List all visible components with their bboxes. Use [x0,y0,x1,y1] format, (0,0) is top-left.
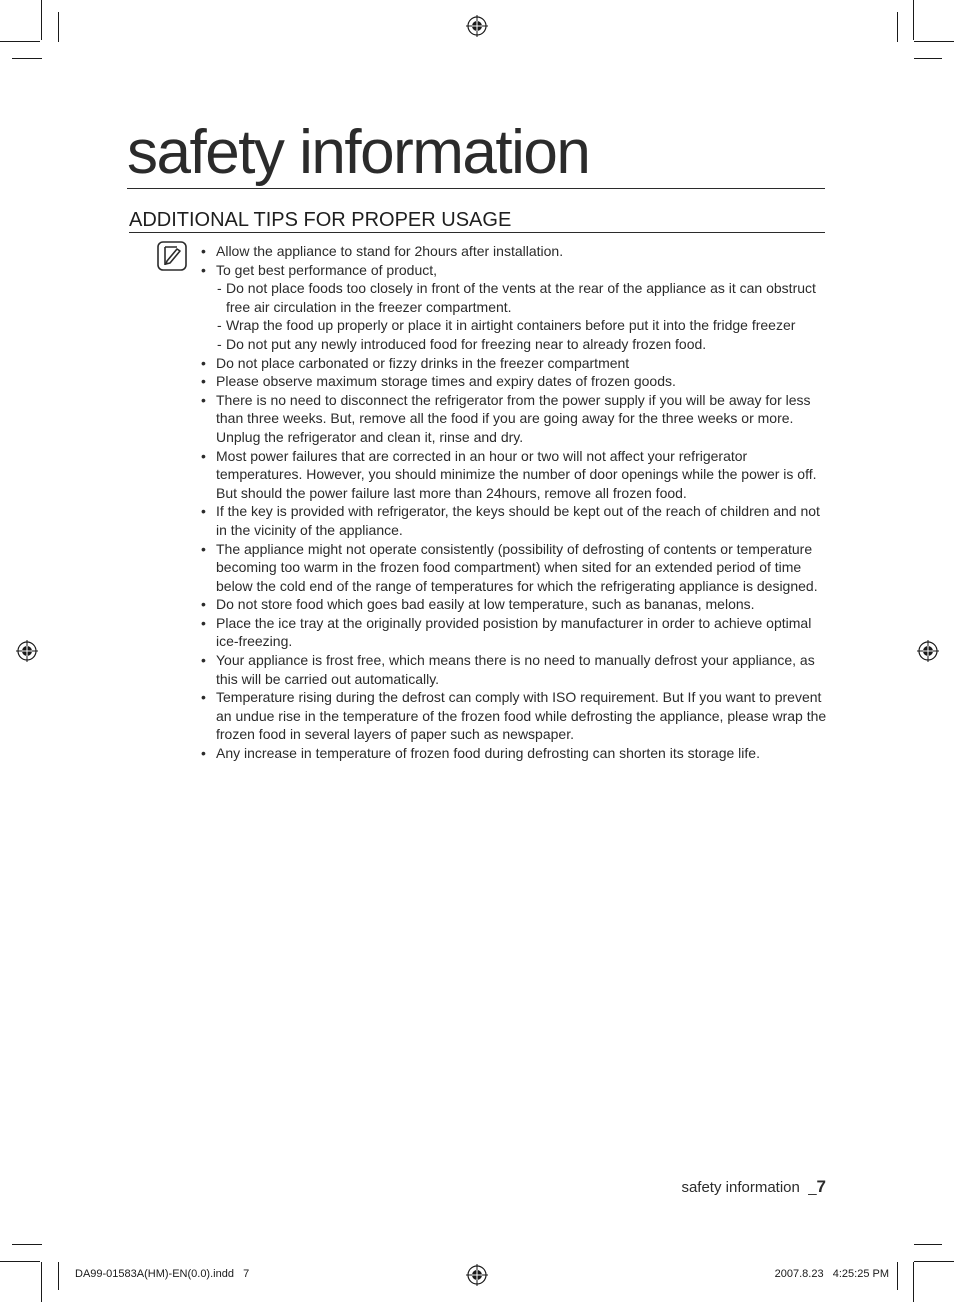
crop-mark [58,12,59,42]
page-number: 7 [816,1177,826,1196]
crop-mark [0,41,40,42]
tip-item [200,540,830,596]
tip-item [200,391,830,447]
crop-mark [41,0,42,40]
tip-item [200,372,830,391]
tip-text: Most power failures that are corrected in an hour or two will not affect your refrigerator temperatures. However, you should minimize the number of door openings while the power is off. But should the power failure last more than 24hours, remove all frozen food. [216,447,817,501]
tip-text: Do not place carbonated or fizzy drinks in the freezer compartment [216,354,630,371]
tip-subitem: - Wrap the food up properly or place it in airtight containers before put it into the fridge freezer [216,316,830,335]
crop-mark [914,41,954,42]
registration-mark-icon [466,1264,488,1286]
crop-mark [897,1262,898,1290]
tip-item [200,614,830,651]
tip-subitem: - Do not place foods too closely in front of the vents at the rear of the appliance as it can obstruct free air circulation in the freezer compartment. [216,279,830,316]
crop-mark [914,1261,954,1262]
section-heading: ADDITIONAL TIPS FOR PROPER USAGE [129,208,825,233]
crop-mark [58,1262,59,1290]
tip-text: There is no need to disconnect the refrigerator from the power supply if you will be away for less than three weeks. But, remove all the food if you are going away for the three weeks or more. Unplug the refrigerator and clean it, rinse and dry. [216,391,811,445]
crop-mark [913,1262,914,1302]
registration-mark-icon [917,640,939,662]
tip-text: If the key is provided with refrigerator, the keys should be kept out of the reach of children and not in the vicinity of the appliance. [216,503,820,538]
tip-subitem: - Do not put any newly introduced food for freezing near to already frozen food. [216,335,830,354]
crop-mark [41,1262,42,1302]
tip-item [200,242,830,261]
tip-item [200,502,830,539]
footer-separator: _ [808,1179,817,1196]
tip-item [200,744,830,763]
tip-item [200,595,830,614]
tip-item [200,688,830,744]
note-icon [157,241,187,271]
tip-item [200,651,830,688]
tip-text: Place the ice tray at the originally provided posistion by manufacturer in order to achieve optimal ice-freezing. [216,614,812,650]
crop-mark [914,58,942,59]
tip-text: To get best performance of product, [216,261,438,278]
tip-item [200,354,830,373]
registration-mark-icon [16,640,38,662]
registration-mark-icon [466,15,488,37]
crop-mark [12,1244,42,1245]
tip-text: Please observe maximum storage times and expiry dates of frozen goods. [216,373,676,390]
slug-file: DA99-01583A(HM)-EN(0.0).indd 7 [75,1268,250,1280]
tips-list [200,242,830,763]
tip-sublist [216,279,830,353]
footer-label: safety information [681,1179,800,1196]
crop-mark [897,12,898,42]
tip-text: The appliance might not operate consistently (possibility of defrosting of contents or temperature becoming too warm in the frozen food compartment) when sited for an extended period of time below the cold end of the range of temperatures for which the refrigerating appliance is designed. [216,540,818,594]
crop-mark [913,0,914,40]
slug-timestamp: 2007.8.23 4:25:25 PM [774,1268,889,1280]
crop-mark [12,58,42,59]
tip-text: Allow the appliance to stand for 2hours after installation. [216,243,564,259]
tip-item [200,261,830,354]
tip-item [200,447,830,503]
tip-text: Any increase in temperature of frozen food during defrosting can shorten its storage life. [216,745,760,762]
tip-text: Temperature rising during the defrost can comply with ISO requirement. But If you want to prevent an undue rise in the temperature of the frozen food while defrosting the appliance, please wrap the frozen food in several layers of paper such as newspaper. [216,689,827,743]
tip-text: Do not store food which goes bad easily at low temperature, such as bananas, melons. [216,596,755,613]
page-title: safety information [127,118,825,189]
page-footer [681,1176,826,1199]
crop-mark [914,1244,942,1245]
crop-mark [0,1261,40,1262]
tip-text: Your appliance is frost free, which means there is no need to manually defrost your appliance, as this will be carried out automatically. [216,652,815,687]
